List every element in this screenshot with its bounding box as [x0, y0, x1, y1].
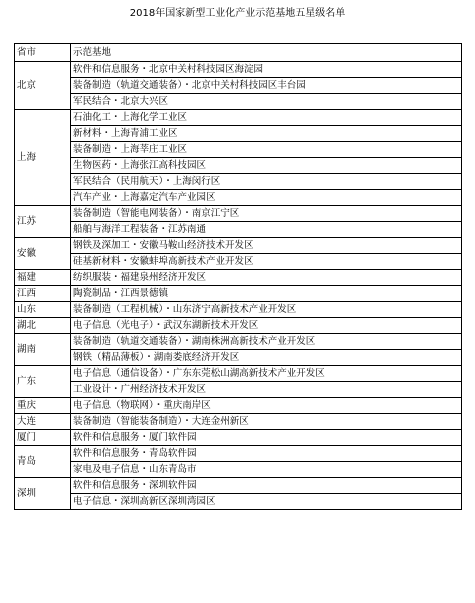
base-cell: 工业设计・广州经济技术开发区 [71, 382, 462, 398]
table-row [15, 94, 462, 110]
base-cell: 生物医药・上海张江高科技园区 [71, 158, 462, 174]
province-cell: 湖北 [15, 318, 71, 334]
base-cell: 装备制造（智能装备制造）・大连金州新区 [71, 414, 462, 430]
base-cell: 电子信息・深圳高新区深圳湾园区 [71, 494, 462, 510]
table-row [15, 286, 462, 302]
table-row [15, 254, 462, 270]
table-row [15, 478, 462, 494]
table-row [15, 158, 462, 174]
base-cell: 汽车产业・上海嘉定汽车产业园区 [71, 190, 462, 206]
table-row [15, 302, 462, 318]
base-cell: 装备制造（轨道交通装备）・湖南株洲高新技术产业开发区 [71, 334, 462, 350]
base-cell: 装备制造・上海莘庄工业区 [71, 142, 462, 158]
province-cell: 广东 [15, 366, 71, 398]
table-row [15, 334, 462, 350]
table-row [15, 270, 462, 286]
table-row [15, 206, 462, 222]
table-row [15, 318, 462, 334]
province-cell: 山东 [15, 302, 71, 318]
province-cell: 青岛 [15, 446, 71, 478]
base-cell: 军民结合・北京大兴区 [71, 94, 462, 110]
base-cell: 电子信息（通信设备）・广东东莞松山湖高新技术产业开发区 [71, 366, 462, 382]
province-cell: 湖南 [15, 334, 71, 366]
base-cell: 家电及电子信息・山东青岛市 [71, 462, 462, 478]
header-base: 示范基地 [71, 44, 462, 62]
table-row [15, 494, 462, 510]
base-cell: 军民结合（民用航天）・上海闵行区 [71, 174, 462, 190]
table-row [15, 62, 462, 78]
table-row [15, 414, 462, 430]
base-cell: 石油化工・上海化学工业区 [71, 110, 462, 126]
table-row [15, 366, 462, 382]
base-cell: 纺织服装・福建泉州经济开发区 [71, 270, 462, 286]
base-cell: 钢铁（精品薄板）・湖南娄底经济开发区 [71, 350, 462, 366]
base-cell: 软件和信息服务・青岛软件园 [71, 446, 462, 462]
table-row [15, 350, 462, 366]
province-cell: 福建 [15, 270, 71, 286]
province-cell: 安徽 [15, 238, 71, 270]
base-cell: 电子信息（光电子）・武汉东湖新技术开发区 [71, 318, 462, 334]
province-cell: 重庆 [15, 398, 71, 414]
table-row [15, 398, 462, 414]
base-cell: 钢铁及深加工・安徽马鞍山经济技术开发区 [71, 238, 462, 254]
table-row [15, 238, 462, 254]
base-cell: 软件和信息服务・深圳软件园 [71, 478, 462, 494]
base-cell: 装备制造（轨道交通装备）・北京中关村科技园区丰台园 [71, 78, 462, 94]
table-row [15, 382, 462, 398]
table-row [15, 126, 462, 142]
table-row [15, 78, 462, 94]
base-cell: 陶瓷制品・江西景德镇 [71, 286, 462, 302]
base-cell: 软件和信息服务・北京中关村科技园区海淀园 [71, 62, 462, 78]
header-province: 省市 [15, 44, 71, 62]
province-cell: 大连 [15, 414, 71, 430]
table-row [15, 430, 462, 446]
province-cell: 北京 [15, 62, 71, 110]
province-cell: 上海 [15, 110, 71, 206]
base-cell: 电子信息（物联网）・重庆南岸区 [71, 398, 462, 414]
base-cell: 装备制造（工程机械）・山东济宁高新技术产业开发区 [71, 302, 462, 318]
page-title: 2018年国家新型工业化产业示范基地五星级名单 [129, 8, 346, 19]
province-cell: 江苏 [15, 206, 71, 238]
table-row [15, 110, 462, 126]
demonstration-base-table [14, 43, 462, 510]
table-body [15, 44, 462, 510]
base-cell: 新材料・上海青浦工业区 [71, 126, 462, 142]
province-cell: 江西 [15, 286, 71, 302]
base-cell: 装备制造（智能电网装备）・南京江宁区 [71, 206, 462, 222]
table-row [15, 190, 462, 206]
table-row [15, 462, 462, 478]
base-cell: 船舶与海洋工程装备・江苏南通 [71, 222, 462, 238]
base-cell: 硅基新材料・安徽蚌埠高新技术产业开发区 [71, 254, 462, 270]
table-header-row [15, 44, 462, 62]
table-row [15, 142, 462, 158]
base-cell: 软件和信息服务・厦门软件园 [71, 430, 462, 446]
table-row [15, 446, 462, 462]
province-cell: 深圳 [15, 478, 71, 510]
province-cell: 厦门 [15, 430, 71, 446]
table-row [15, 174, 462, 190]
table-row [15, 222, 462, 238]
